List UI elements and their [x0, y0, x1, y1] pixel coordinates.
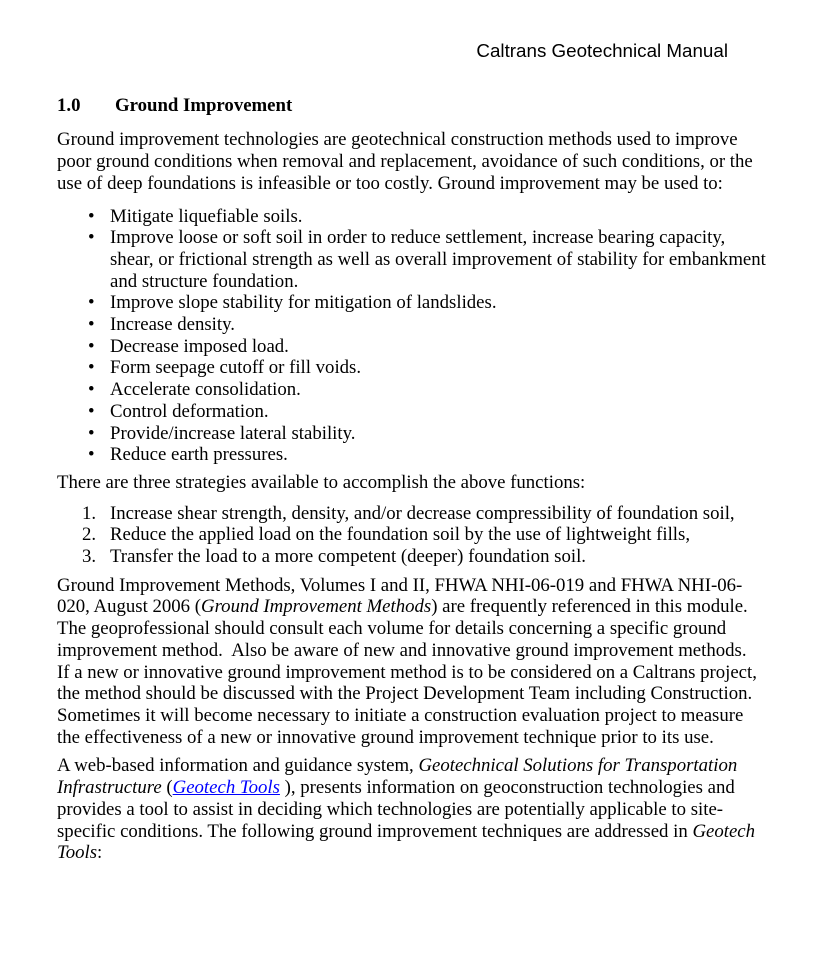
list-item: • Decrease imposed load.: [57, 336, 767, 358]
section-heading: [57, 95, 767, 117]
list-item: Transfer the load to a more competent (deeper) foundation soil.: [110, 546, 586, 568]
list-item: • Increase density.: [57, 314, 767, 336]
text-segment: Ground Improvement Methods, Volumes I and II, FHWA NHI-06-019 and FHWA NHI-06-020, August 2006 (: [57, 574, 743, 618]
methods-paragraph: [57, 575, 767, 749]
text-segment: (: [161, 777, 173, 799]
section-number: 1.0: [57, 94, 81, 116]
text-segment-italic: Ground Improvement Methods: [201, 596, 432, 618]
list-item: • Improve slope stability for mitigation of landslides.: [57, 292, 767, 314]
list-item: • Reduce earth pressures.: [57, 444, 767, 466]
list-item: • Control deformation.: [57, 401, 767, 423]
text-segment: ), presents information on geoconstruction technologies and provides a tool to assist in deciding which technologies are potentially applicable to site-specific conditions. The following ground improvement techniques are addressed in: [57, 777, 740, 842]
web-paragraph: [57, 755, 767, 864]
strategies-intro: There are three strategies available to accomplish the above functions:: [57, 471, 586, 493]
text-segment: ) are frequently referenced in this module. The geoprofessional should consult each volume for details concerning a specific ground improvement method. Also be aware of new and innovative ground improvement methods. If a new or innovative ground improvement method is to be considered on a Caltrans project, the method should be discussed with the Project Development Team including Construction. Sometimes it will become necessary to initiate a construction evaluation project to measure the effectiveness of a new or innovative ground improvement technique prior to its use.: [57, 596, 762, 748]
intro-paragraph: Ground improvement technologies are geotechnical construction methods used to improve poor ground conditions when removal and replacement, avoidance of such conditions, or the use of deep foundations is infeasible or too costly. Ground improvement may be used to:: [57, 129, 758, 194]
list-item: • Improve loose or soft soil in order to reduce settlement, increase bearing capacity, shear, or frictional strength as well as overall improvement of stability for embankment and structure foundation.: [57, 227, 767, 292]
list-item: • Form seepage cutoff or fill voids.: [57, 357, 767, 379]
text-segment-italic: Geotech Tools: [57, 820, 760, 864]
list-item: Reduce the applied load on the foundation soil by the use of lightweight fills,: [110, 524, 691, 546]
text-segment-italic: Geotechnical Solutions for Transportation Infrastructure: [57, 755, 742, 799]
list-item: • Mitigate liquefiable soils.: [57, 206, 767, 228]
strategies-list: [57, 503, 767, 568]
geotech-tools-link[interactable]: Geotech Tools: [172, 777, 280, 799]
list-item: Increase shear strength, density, and/or decrease compressibility of foundation soil,: [110, 502, 735, 524]
header-title: Caltrans Geotechnical Manual: [476, 40, 728, 61]
text-segment: A web-based information and guidance system,: [57, 755, 419, 777]
uses-list: [57, 206, 767, 466]
section-title: Ground Improvement: [115, 94, 293, 116]
list-item: • Provide/increase lateral stability.: [57, 423, 767, 445]
page-header: [57, 40, 767, 62]
text-segment: :: [97, 842, 103, 864]
list-item: • Accelerate consolidation.: [57, 379, 767, 401]
